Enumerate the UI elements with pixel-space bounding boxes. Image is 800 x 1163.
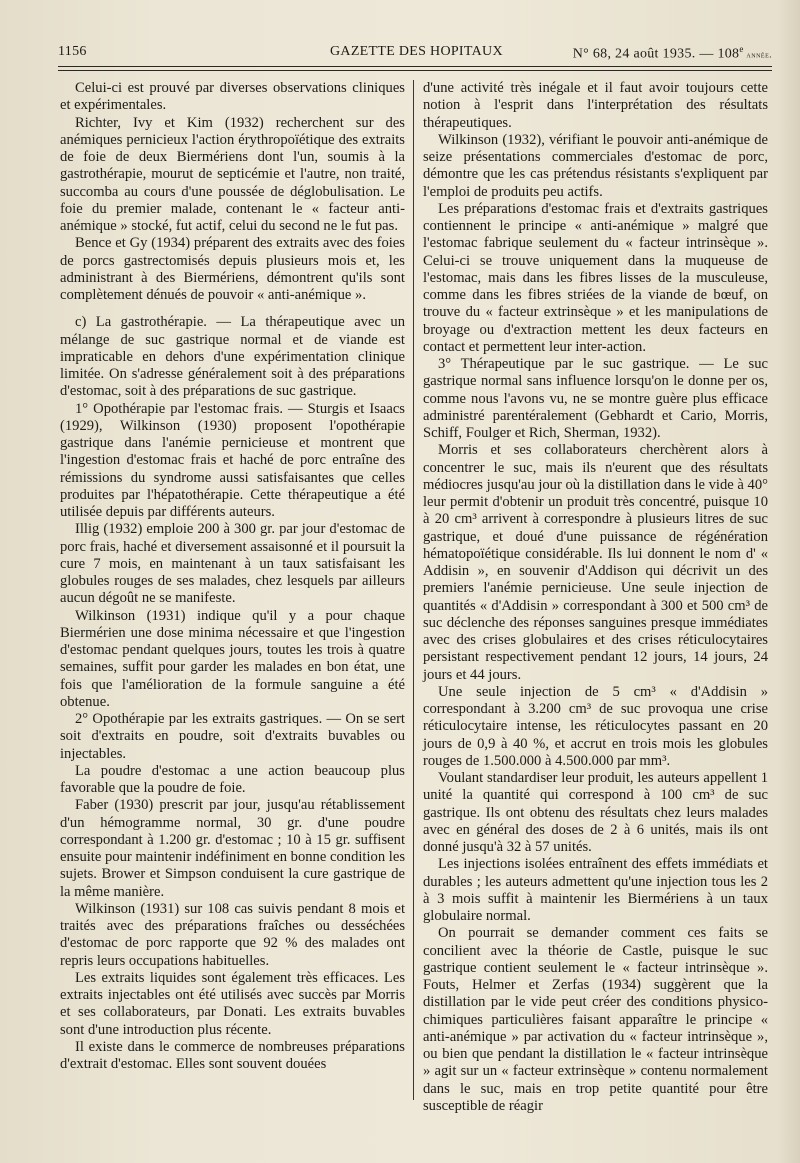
paragraph: Il existe dans le commerce de nombreuses préparations d'extrait d'estomac. Elles sont souvent douées (60, 1038, 405, 1072)
page-edge-shadow (778, 0, 800, 1163)
spacer (60, 304, 405, 314)
left-column (60, 80, 405, 1073)
paragraph: Faber (1930) prescrit par jour, jusqu'au rétablissement d'un hémogramme normal, 30 gr. d'une poudre correspondant à 1.200 gr. d'estomac ; 10 à 15 gr. suffisent ensuite pour maintenir indéfiniment en bonne condition les sujets. Brower et Simpson conduisent la cure gastrique de la même manière. (60, 797, 405, 900)
subsection-paragraph: 3° Thérapeutique par le suc gastrique. — Le suc gastrique normal sans influence lorsqu'on le donne per os, comme nous l'avons vu, ne se montre guère plus efficace administré parentéralement (Gebhardt et Cario, Morris, Schiff, Foulger et Rich, Sherman, 1932). (423, 356, 768, 441)
header-rule-bottom (58, 70, 772, 71)
paragraph: Wilkinson (1931) indique qu'il y a pour chaque Biermérien une dose minima nécessaire et que l'ingestion d'estomac pendant quelques jours, toutes les trois à quatre semaines, suffit pour garder les malades en bon état, une fois que l'amélioration de la formule sanguine a été obtenue. (60, 607, 405, 710)
paragraph: Celui-ci est prouvé par diverses observations cliniques et expérimentales. (60, 80, 405, 114)
page-number: 1156 (58, 44, 87, 59)
issue-line (573, 44, 772, 63)
paragraph: Richter, Ivy et Kim (1932) recherchent sur des anémiques pernicieux l'action érythropoïétique des extraits de foie de deux Biermériens dont l'un, soumis à la gastrothérapie, mourut de septicémie et l'autre, non traité, succomba au cours d'une poussée de déglobulisation. Le foie du premier malade, contenant le « facteur anti-anémique » stocké, fut actif, celui du second ne le fut pas. (60, 114, 405, 234)
section-heading-paragraph: c) La gastrothérapie. — La thérapeutique avec un mélange de suc gastrique normal et de viande est impraticable en dehors d'une expérimentation clinique limitée. On s'adresse généralement soit à des préparations d'estomac, soit à des préparations de suc gastrique. (60, 314, 405, 400)
subsection-paragraph: 2° Opothérapie par les extraits gastriques. — On se sert soit d'extraits en poudre, soit d'extraits buvables ou injectables. (60, 711, 405, 762)
paragraph: Wilkinson (1931) sur 108 cas suivis pendant 8 mois et traités avec des préparations fraîches ou desséchées d'estomac de porc rapporte que 92 % des malades ont repris leurs occupations habituelles. (60, 900, 405, 969)
column-divider (413, 80, 414, 1100)
paragraph: Illig (1932) emploie 200 à 300 gr. par jour d'estomac de porc frais, haché et diversement assaisonné et il poursuit la cure 7 mois, en maintenant à un taux satisfaisant les globules rouges de ses malades, chez lesquels par ailleurs aucun dégoût ne se manifeste. (60, 521, 405, 607)
issue-suffix: année. (743, 49, 772, 60)
paragraph: Les préparations d'estomac frais et d'extraits gastriques contiennent le principe « anti-anémique » malgré que l'estomac fabrique seulement du « facteur intrinsèque ». Celui-ci se trouve uniquement dans la muqueuse de l'estomac, mais dans les fibres lisses de la musculeuse, comme dans les fibres striées de la viande de bœuf, on trouve du « facteur extrinsèque » et les manipulations de broyage ou d'extraction mettent les deux facteurs en contact et permettent leur inter-action. (423, 200, 768, 355)
paragraph: Bence et Gy (1934) préparent des extraits avec des foies de porcs gastrectomisés depuis plusieurs mois et, les administrant à des Biermériens, démontrent qu'ils sont complètement dénués de pouvoir « anti-anémique ». (60, 235, 405, 303)
issue-superscript: e (739, 44, 744, 54)
header-rule-top (58, 66, 772, 67)
paragraph-continued: d'une activité très inégale et il faut avoir toujours cette notion à l'esprit dans l'interprétation des résultats thérapeutiques. (423, 80, 768, 131)
paragraph: Une seule injection de 5 cm³ « d'Addisin » correspondant à 3.200 cm³ de suc provoqua une crise réticulocytaire intense, les réticulocytes passant en 20 jours de 0,9 à 40 %, et accrut en trois mois les globules rouges de 1.500.000 à 4.500.000 par mm³. (423, 683, 768, 769)
paragraph: Les extraits liquides sont également très efficaces. Les extraits injectables ont été utilisés avec succès par Morris et ses collaborateurs, par Donati. Les extraits buvables sont d'une introduction plus récente. (60, 969, 405, 1038)
journal-title: GAZETTE DES HOPITAUX (330, 44, 503, 59)
paragraph: La poudre d'estomac a une action beaucoup plus favorable que la poudre de foie. (60, 762, 405, 796)
subsection-paragraph: 1° Opothérapie par l'estomac frais. — Sturgis et Isaacs (1929), Wilkinson (1930) proposent l'opothérapie gastrique dans l'anémie pernicieuse et montrent que l'ingestion d'estomac frais et haché de porc entraîne des rémissions du syndrome aussi satisfaisantes que celles produites par l'hépatothérapie. Cette thérapeutique a été utilisée depuis par différents auteurs. (60, 400, 405, 520)
issue-date: N° 68, 24 août 1935. — 108 (572, 46, 740, 62)
page-header (58, 40, 772, 64)
paragraph: Voulant standardiser leur produit, les auteurs appellent 1 unité la quantité qui correspond à 100 cm³ de suc gastrique. Ils ont obtenu des résultats chez leurs malades avec en général des doses de 2 à 6 unités, mais ils ont donné jusqu'à 32 à 57 unités. (423, 770, 768, 855)
paragraph: Wilkinson (1932), vérifiant le pouvoir anti-anémique de seize présentations commerciales d'estomac de porc, démontre que les cas prétendus résistants s'expliquent par l'emploi de produits peu actifs. (423, 131, 768, 200)
paragraph: Les injections isolées entraînent des effets immédiats et durables ; les auteurs admettent qu'une injection tous les 2 à 3 mois suffit à maintenir les Biermériens à un taux globulaire normal. (423, 856, 768, 924)
paragraph: On pourrait se demander comment ces faits se concilient avec la théorie de Castle, puisque le suc gastrique contient seulement le « facteur intrinsèque ». Fouts, Helmer et Zerfas (1934) suggèrent que la distillation par le vide peut créer des conditions physico-chimiques particulières faisant apparaître le principe « anti-anémique » par activation du « facteur intrinsèque », ou bien que pendant la distillation le « facteur intrinsèque » agit sur un « facteur extrinsèque » contenu normalement dans le suc, mais en trop petite quantité pour être susceptible de réagir (423, 925, 768, 1114)
paragraph: Morris et ses collaborateurs cherchèrent alors à concentrer le suc, mais ils n'eurent que des résultats médiocres jusqu'au jour où la distillation dans le vide à 40° leur permit d'obtenir un produit très concentré, puisque 10 à 20 cm³ arrivent à correspondre à plusieurs litres de suc gastrique, et doué d'une puissance de régénération hématopoïétique considérable. Ils lui donnent le nom d' « Addisin », en souvenir d'Addison qui décrivit un des premiers l'anémie pernicieuse. Une seule injection de quantités « d'Addisin » correspondant à 300 et 500 cm³ de suc déclenche des réponses sanguines presque immédiates avec des crises globulaires et des crises réticulocytaires persistant respectivement pendant 12 jours, 14 jours, 24 jours et 44 jours. (423, 442, 768, 683)
right-column (423, 80, 768, 1115)
